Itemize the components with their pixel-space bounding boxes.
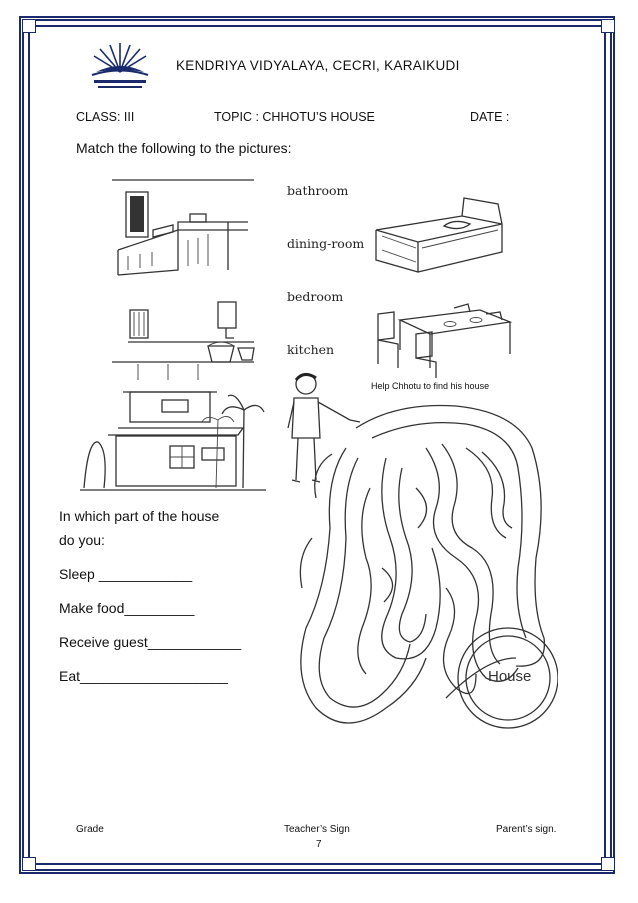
question-item: Make food_________: [59, 600, 195, 616]
school-logo: [80, 42, 160, 92]
maze-house-label: House: [488, 668, 532, 685]
maze-caption: Help Chhotu to find his house: [371, 381, 490, 391]
topic-label: TOPIC : CHHOTU’S HOUSE: [214, 110, 375, 124]
page-number: 7: [316, 839, 322, 850]
dining-room-picture: [370, 298, 520, 380]
class-label: CLASS: III: [76, 110, 135, 124]
footer-teacher-sign: Teacher’s Sign: [284, 824, 350, 835]
question-intro: In which part of the house: [59, 508, 220, 524]
border-corner-ornament: [601, 19, 615, 33]
match-word: bedroom: [287, 289, 344, 304]
match-word: bathroom: [287, 183, 349, 198]
bedroom-picture: [372, 190, 507, 280]
maze-puzzle: [286, 388, 558, 752]
border-corner-ornament: [601, 857, 615, 871]
kitchen-picture: [108, 170, 258, 280]
question-intro-2: do you:: [59, 532, 105, 548]
question-item: Eat___________________: [59, 668, 228, 684]
match-instruction: Match the following to the pictures:: [76, 140, 292, 156]
border-corner-ornament: [22, 19, 36, 33]
bathroom-picture: [108, 292, 258, 382]
date-label: DATE :: [470, 110, 510, 124]
match-word: kitchen: [287, 342, 335, 357]
house-picture: [78, 380, 268, 495]
footer-grade: Grade: [76, 824, 104, 835]
question-item: Receive guest____________: [59, 634, 242, 650]
school-name: KENDRIYA VIDYALAYA, CECRI, KARAIKUDI: [176, 58, 460, 73]
footer-parent-sign: Parent’s sign.: [496, 824, 557, 835]
border-corner-ornament: [22, 857, 36, 871]
match-word: dining-room: [287, 236, 365, 251]
question-item: Sleep ____________: [59, 566, 193, 582]
